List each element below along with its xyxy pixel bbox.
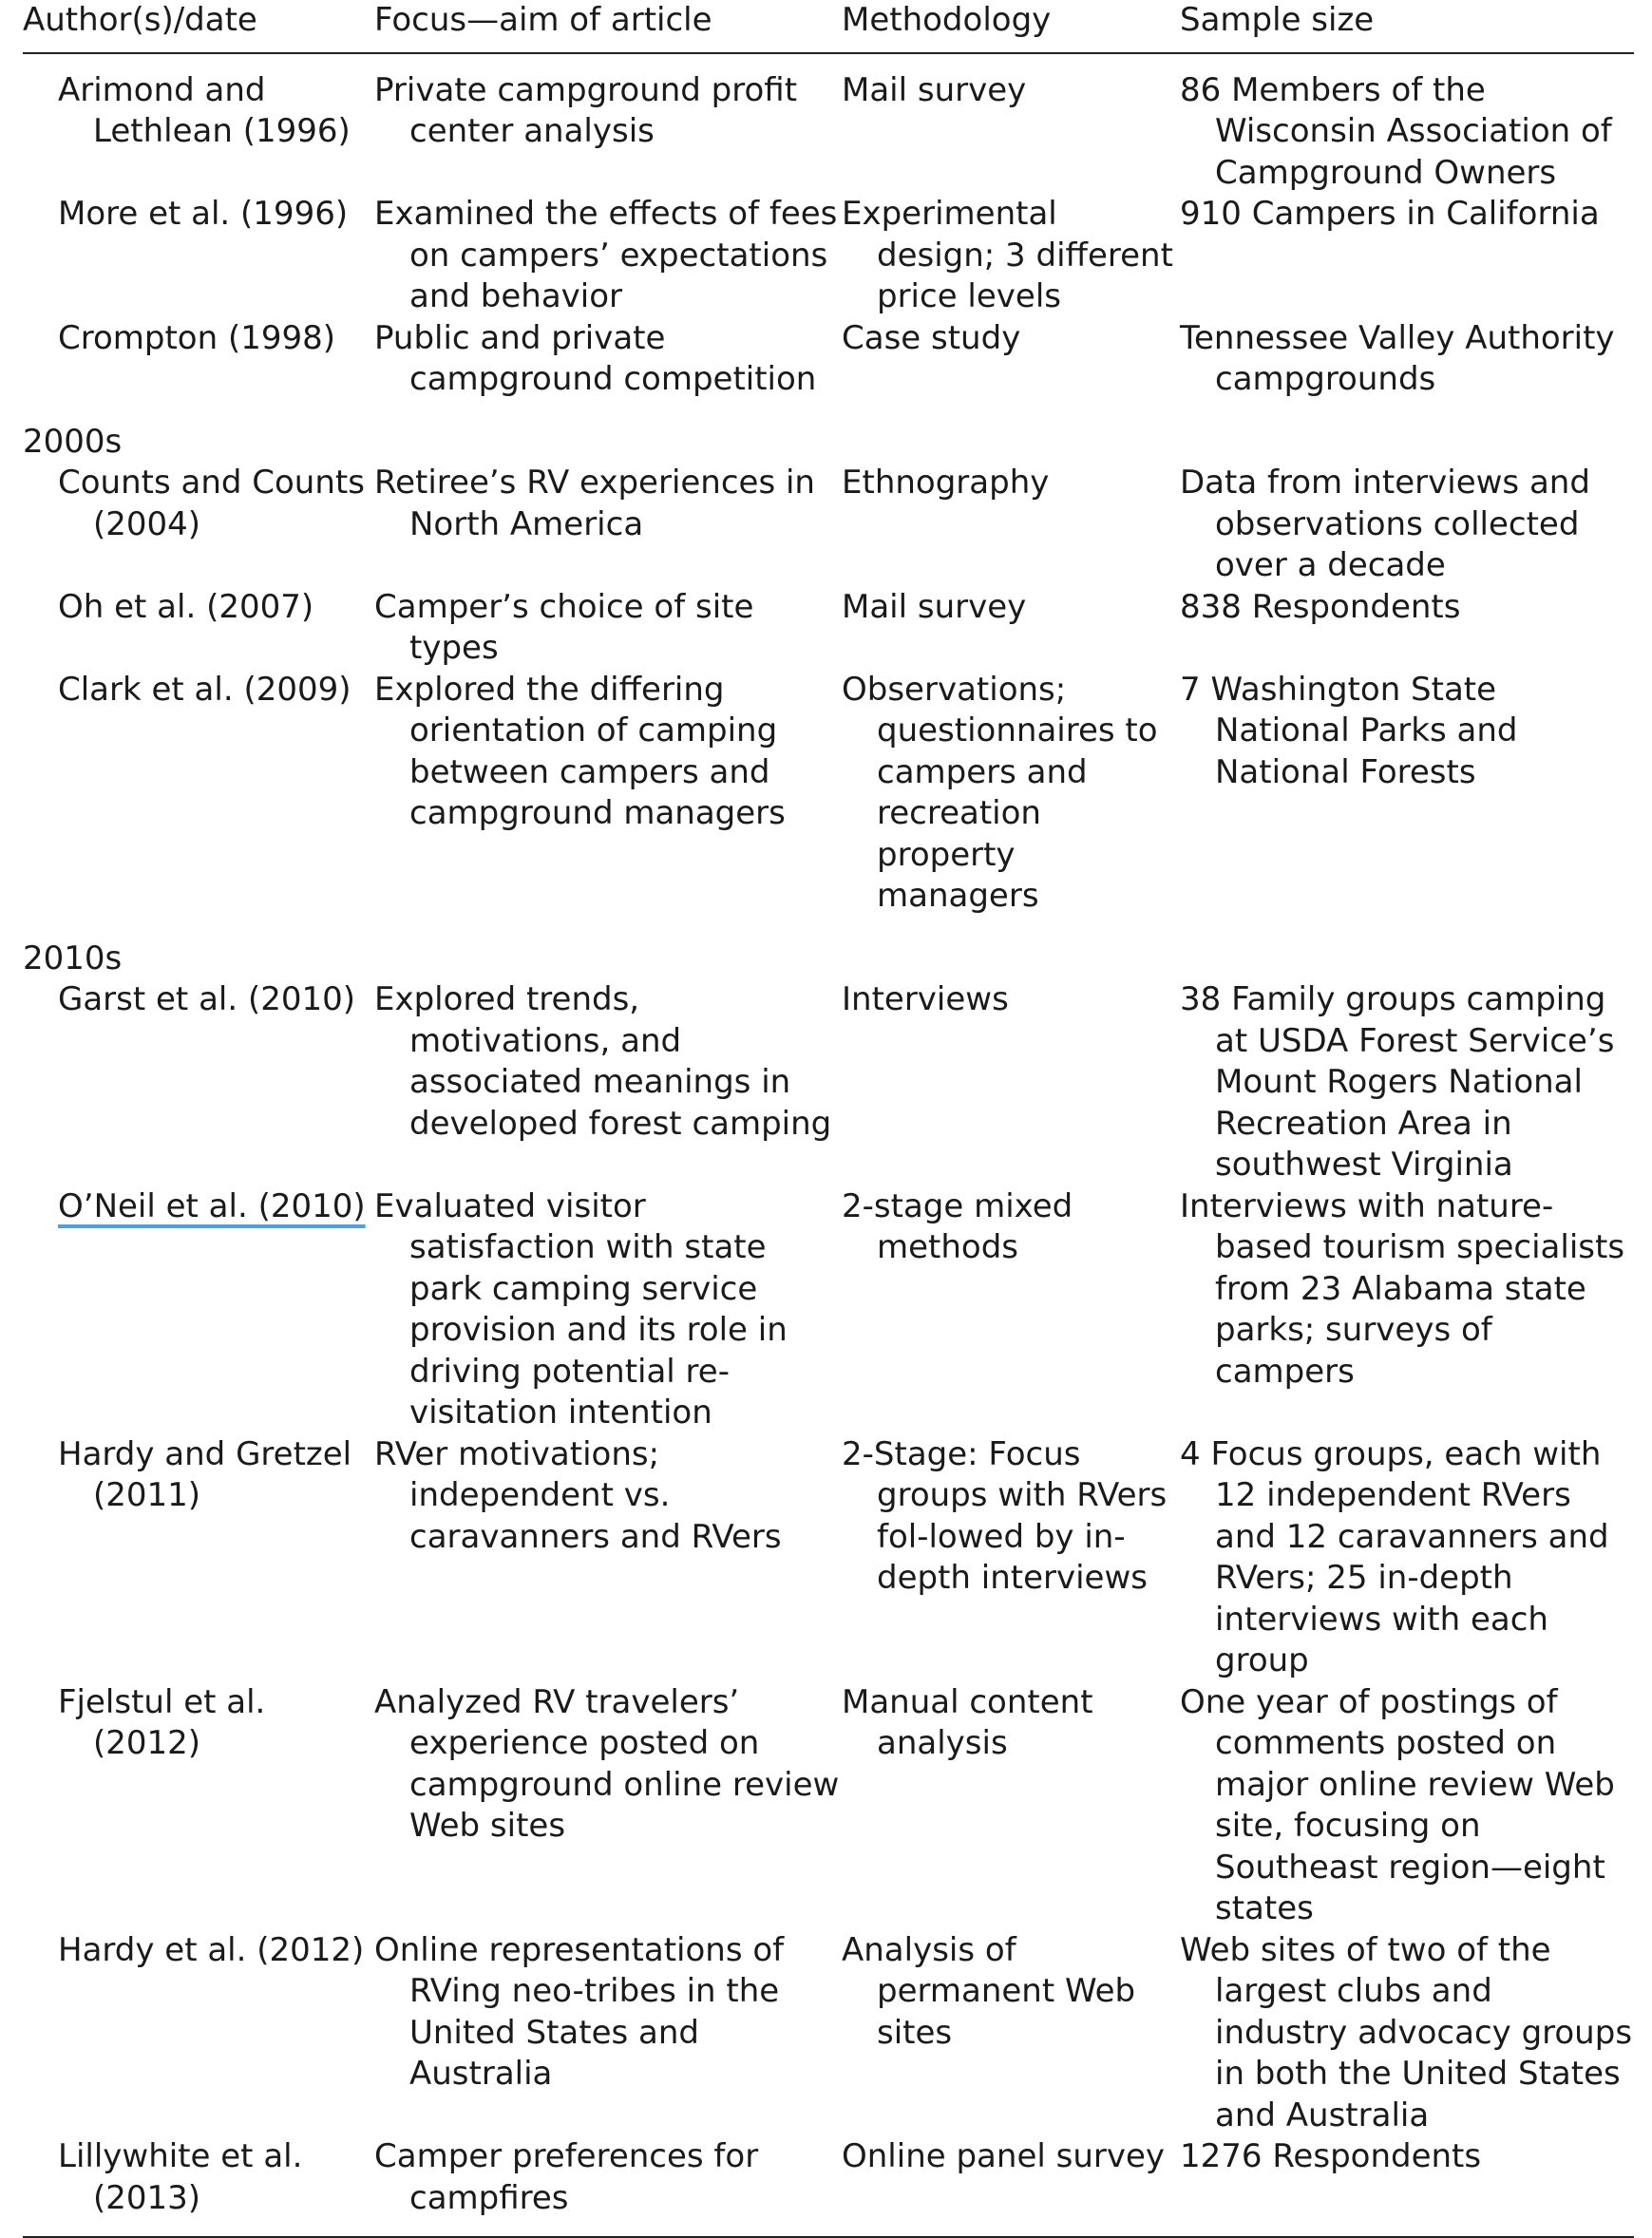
author-link-oneil[interactable]: O’Neil et al. (2010) xyxy=(58,1186,366,1225)
focus-cell: Public and private campground competition xyxy=(374,318,817,398)
focus-cell: Examined the effects of fees on campers’ expectations and behavior xyxy=(374,195,838,315)
table-row xyxy=(23,670,1634,918)
header-author: Author(s)/date xyxy=(23,0,374,53)
literature-review-table xyxy=(23,0,1634,2238)
sample-cell: 910 Campers in California xyxy=(1180,195,1600,233)
focus-cell: Analyzed RV travelers’ experience posted on campground online review Web sites xyxy=(374,1682,840,1845)
header-focus: Focus—aim of article xyxy=(374,0,842,53)
table-row xyxy=(23,1434,1634,1682)
method-cell: Mail survey xyxy=(842,70,1027,109)
table-row xyxy=(23,1930,1634,2137)
author-cell xyxy=(23,1186,374,1228)
table-row xyxy=(23,2136,1634,2237)
decade-label-2000s: 2000s xyxy=(23,422,123,461)
focus-cell: Explored the differing orientation of camping between campers and campground managers xyxy=(374,670,786,832)
sample-cell: 4 Focus groups, each with 12 independent RVers and 12 caravanners and RVers; 25 in-depth interviews with each group xyxy=(1180,1434,1609,1679)
table-row xyxy=(23,53,1634,195)
focus-cell: Retiree’s RV experiences in North America xyxy=(374,464,815,543)
method-cell: Interviews xyxy=(842,980,1009,1018)
sample-cell: Web sites of two of the largest clubs and industry advocacy groups in both the United States and Australia xyxy=(1180,1930,1633,2134)
author-cell: Hardy et al. (2012) xyxy=(58,1930,365,1969)
focus-cell: Camper preferences for campfires xyxy=(374,2137,759,2217)
author-cell: Counts and Counts (2004) xyxy=(58,464,365,543)
sample-cell: Data from interviews and observations collected over a decade xyxy=(1180,464,1590,584)
header-methodology: Methodology xyxy=(842,0,1180,53)
method-cell: 2-Stage: Focus groups with RVers fol-lowed by in-depth interviews xyxy=(842,1434,1168,1597)
table-row xyxy=(23,587,1634,670)
sample-cell: 838 Respondents xyxy=(1180,587,1461,626)
author-cell: Clark et al. (2009) xyxy=(58,670,351,709)
header-row xyxy=(23,0,1634,53)
method-cell: Analysis of permanent Web sites xyxy=(842,1930,1136,2052)
table-row xyxy=(23,979,1634,1186)
author-cell: More et al. (1996) xyxy=(58,195,349,233)
decade-label-2010s: 2010s xyxy=(23,939,123,977)
sample-cell: 86 Members of the Wisconsin Association of Campground Owners xyxy=(1180,70,1612,192)
focus-cell: Private campground profit center analysis xyxy=(374,70,798,150)
author-cell: Arimond and Lethlean (1996) xyxy=(58,70,351,150)
method-cell: Manual content analysis xyxy=(842,1682,1093,1762)
table-row xyxy=(23,1682,1634,1930)
author-cell: Lillywhite et al. (2013) xyxy=(58,2137,303,2217)
sample-cell: One year of postings of comments posted on major online review Web site, focusing on Southeast region—eight states xyxy=(1180,1682,1615,1927)
literature-table-page xyxy=(23,0,1634,2238)
table-row xyxy=(23,1186,1634,1434)
focus-cell: Camper’s choice of site types xyxy=(374,587,754,667)
table-row xyxy=(23,318,1634,401)
author-cell: Garst et al. (2010) xyxy=(58,980,356,1018)
sample-cell: Interviews with nature-based tourism specialists from 23 Alabama state parks; surveys of campers xyxy=(1180,1186,1625,1391)
sample-cell: 7 Washington State National Parks and National Forests xyxy=(1180,670,1518,791)
focus-cell: Explored trends, motivations, and associated meanings in developed forest camping xyxy=(374,980,832,1143)
focus-cell: RVer motivations; independent vs. caravanners and RVers xyxy=(374,1434,782,1556)
method-cell: Online panel survey xyxy=(842,2137,1166,2175)
header-sample-size: Sample size xyxy=(1180,0,1634,53)
author-cell: Oh et al. (2007) xyxy=(58,587,314,626)
decade-row-2000s xyxy=(23,401,1634,464)
method-cell: Mail survey xyxy=(842,587,1027,626)
author-cell: Hardy and Gretzel (2011) xyxy=(58,1434,352,1514)
focus-cell: Online representations of RVing neo-tribes in the United States and Australia xyxy=(374,1930,785,2093)
author-cell: Crompton (1998) xyxy=(58,318,336,357)
method-cell: 2-stage mixed methods xyxy=(842,1186,1073,1266)
decade-row-2010s xyxy=(23,918,1634,980)
table-row xyxy=(23,463,1634,587)
sample-cell: Tennessee Valley Authority campgrounds xyxy=(1180,318,1615,398)
method-cell: Ethnography xyxy=(842,464,1050,502)
method-cell: Observations; questionnaires to campers and recreation property managers xyxy=(842,670,1158,915)
method-cell: Case study xyxy=(842,318,1021,357)
focus-cell: Evaluated visitor satisfaction with state park camping service provision and its role in driving potential re-visitation intention xyxy=(374,1186,788,1432)
sample-cell: 38 Family groups camping at USDA Forest Service’s Mount Rogers National Recreation Area in southwest Virginia xyxy=(1180,980,1615,1184)
author-cell: Fjelstul et al. (2012) xyxy=(58,1682,266,1762)
table-row xyxy=(23,194,1634,318)
method-cell: Experimental design; 3 different price levels xyxy=(842,195,1173,315)
sample-cell: 1276 Respondents xyxy=(1180,2137,1482,2175)
